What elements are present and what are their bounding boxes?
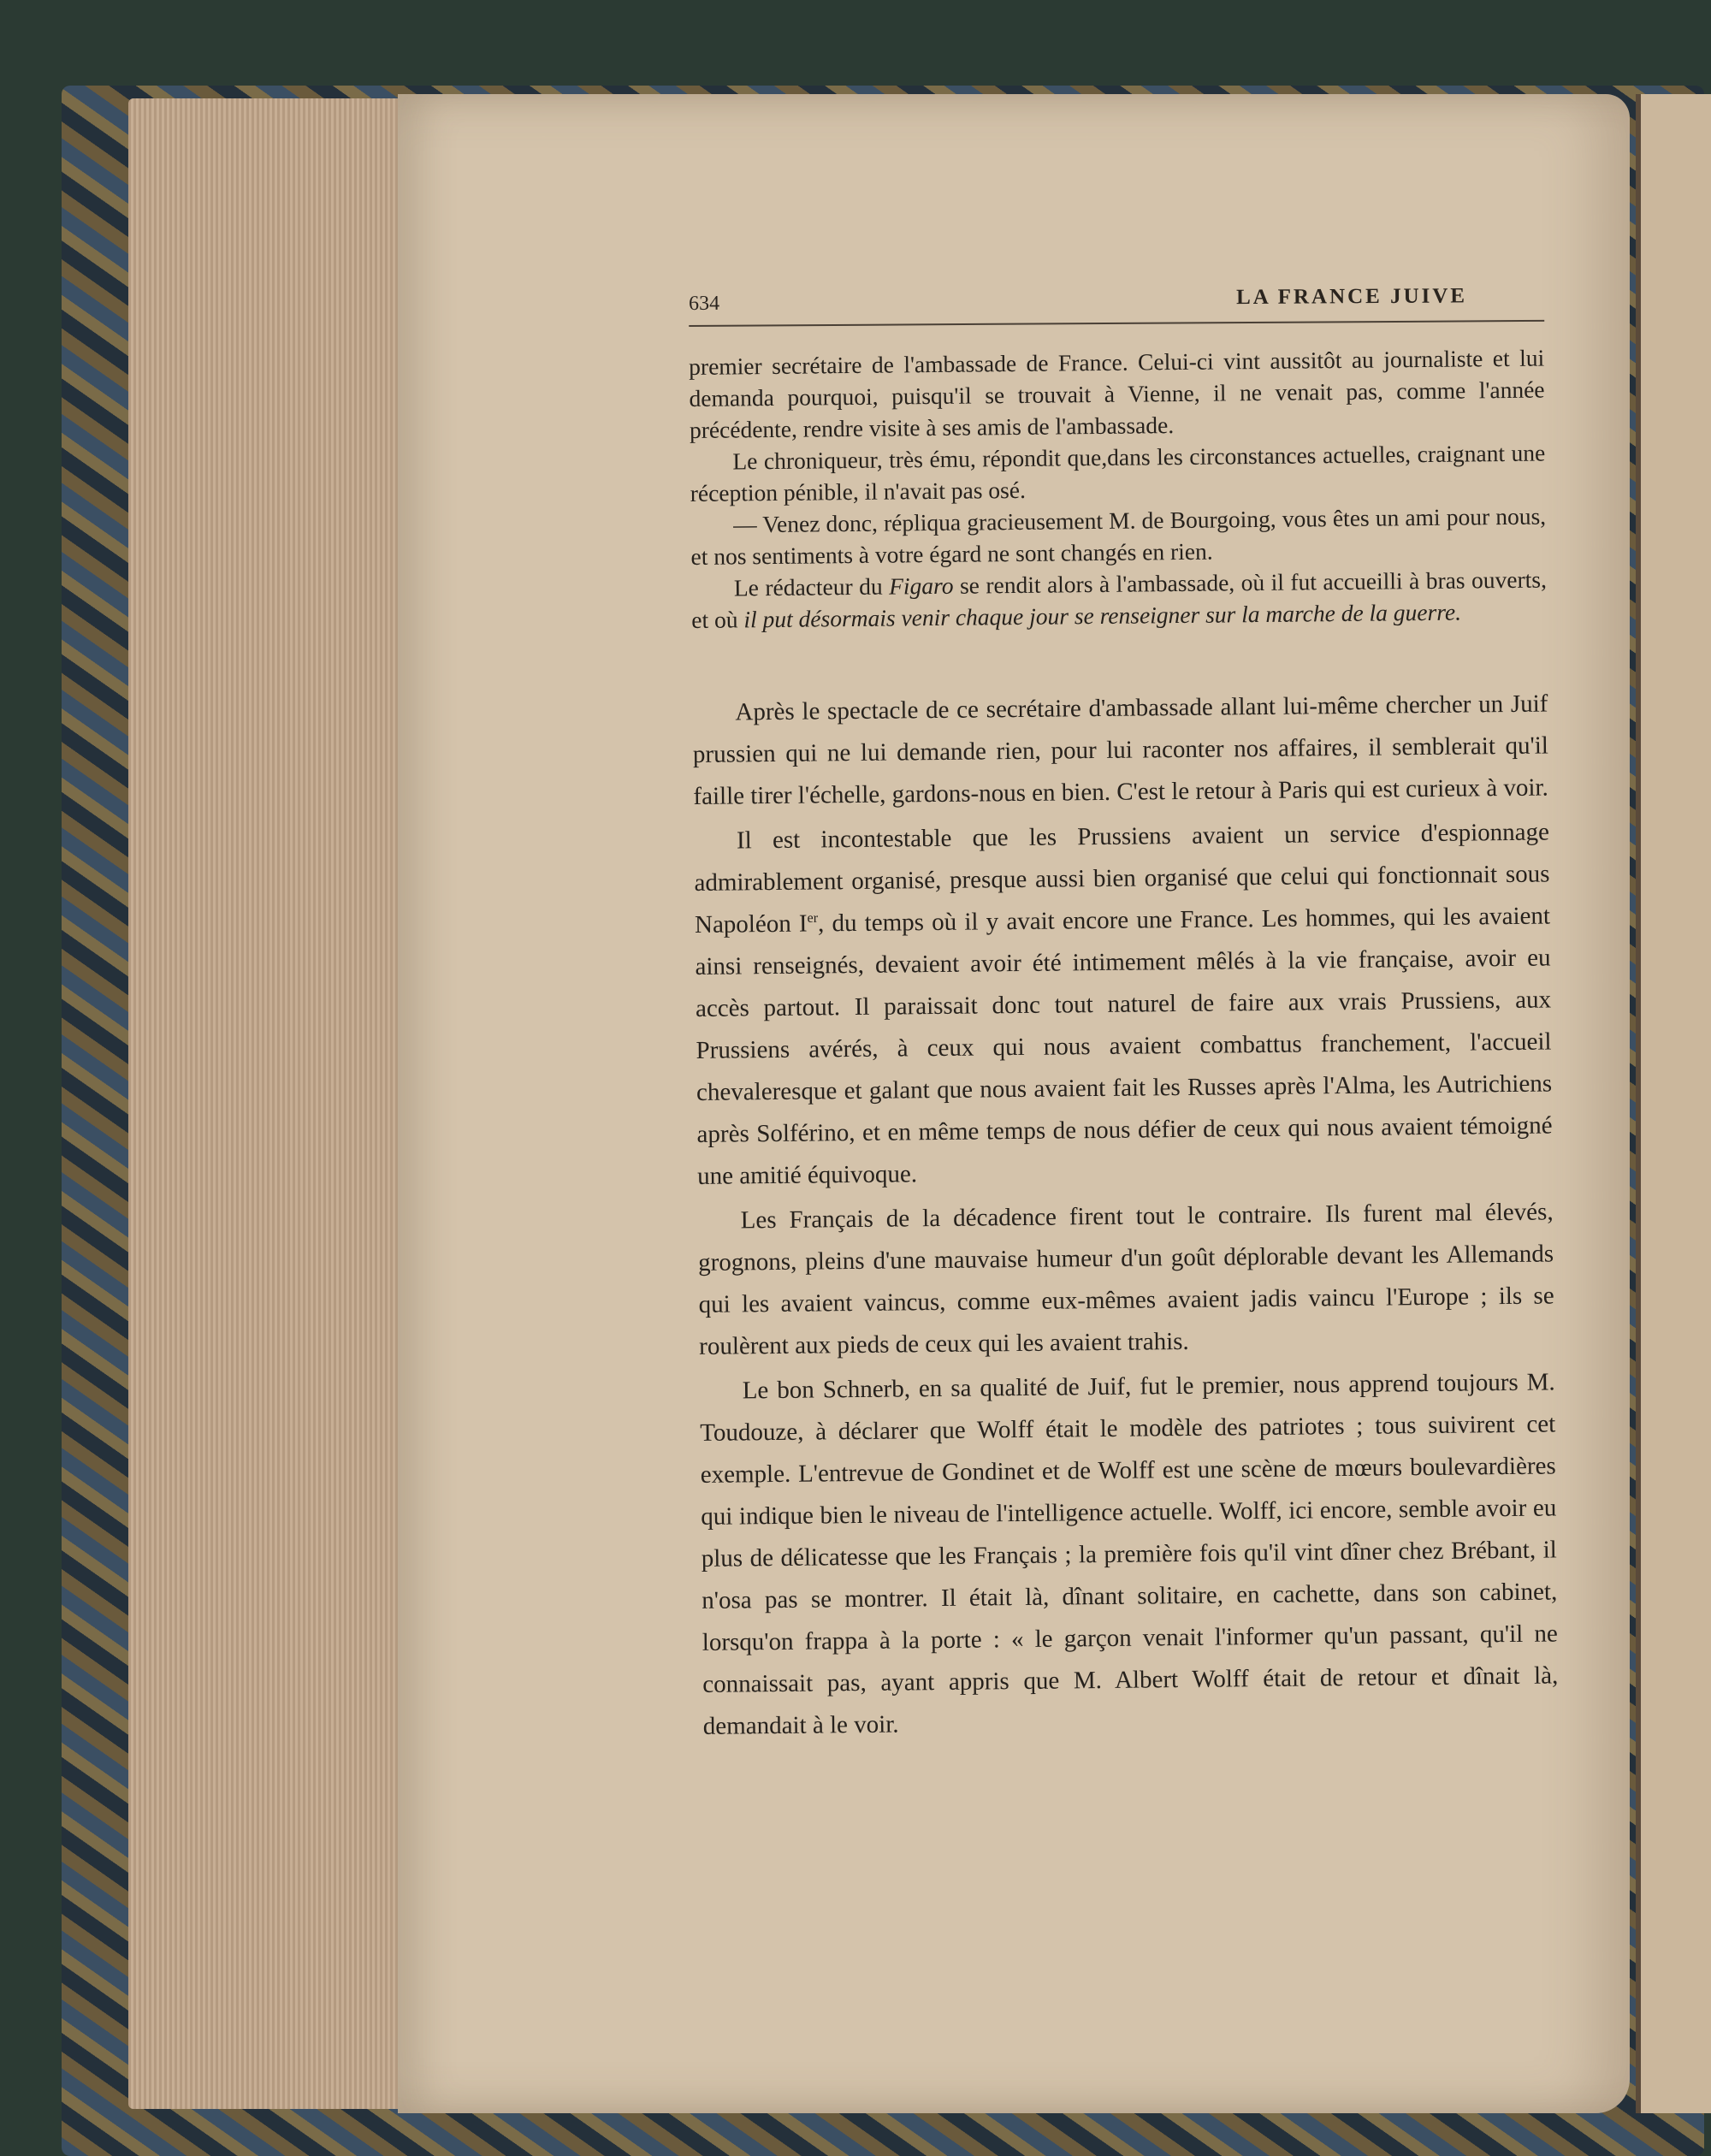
- body-paragraph: [694, 811, 1554, 1197]
- quote-paragraph: Le chroniqueur, très ému, répondit que,dans les circonstances actuelles, craignant une réception pénible, il n'avait pas osé.: [690, 439, 1546, 506]
- body-paragraph: Après le spectacle de ce secrétaire d'ambassade allant lui-même chercher un Juif prussien qui ne lui demande rien, pour lui raconter nos affaires, il semblerait qu'il faille tirer l'échelle, gardons-nous en bien. C'est le retour à Paris qui est curieux à voir.: [692, 690, 1549, 810]
- quoted-passage: [689, 342, 1547, 636]
- quote-paragraph: premier secrétaire de l'ambassade de France. Celui-ci vint aussitôt au journaliste et lui demanda pourquoi, puisqu'il se trouvait à Vienne, il ne venait pas, comme l'année précédente, rendre visite à ses amis de l'ambassade.: [689, 344, 1545, 443]
- superscript: er: [807, 910, 819, 926]
- page-stack-edge: [128, 98, 411, 2109]
- page-text: [689, 342, 1559, 1750]
- running-title: LA FRANCE JUIVE: [1235, 284, 1468, 310]
- page-number: 634: [689, 292, 720, 315]
- page-header: [689, 284, 1711, 315]
- quote-paragraph: [691, 564, 1548, 636]
- quote-text: se rendit alors à l'ambassade, où il fut accueilli à bras ouverts, et où: [691, 566, 1548, 633]
- newspaper-name: Figaro: [888, 572, 954, 600]
- facing-page-edge: [1636, 94, 1711, 2113]
- body-paragraph: Les Français de la décadence firent tout le contraire. Ils furent mal élevés, grognons, pleins d'une mauvaise humeur d'un goût déplorable devant les Allemands qui les avaient vaincus, comme eux-mêmes avaient jadis vaincu l'Europe ; ils se roulèrent aux pieds de ceux qui les avaient trahis.: [697, 1198, 1554, 1360]
- header-rule: [689, 320, 1544, 327]
- quote-text: Le rédacteur du: [733, 572, 890, 601]
- emphasized-text: il put désormais venir chaque jour se renseigner sur la marche de la guerre.: [743, 598, 1462, 633]
- quote-paragraph: — Venez donc, répliqua gracieusement M. de Bourgoing, vous êtes un ami pour nous, et nos sentiments à votre égard ne sont changés en rien.: [690, 502, 1547, 570]
- body-text: [692, 684, 1559, 1748]
- body-paragraph: Le bon Schnerb, en sa qualité de Juif, fut le premier, nous apprend toujours M. Toudouze, à déclarer que Wolff était le modèle des patriotes ; tous suivirent cet exemple. L'entrevue de Gondinet et de Wolff est une scène de mœurs boulevardières qui indique bien le niveau de l'intelligence actuelle. Wolff, ici encore, semble avoir eu plus de délicatesse que les Français ; la première fois qu'il vint dîner chez Brébant, il n'osa pas se montrer. Il était là, dînant solitaire, en cachette, dans son cabinet, lorsqu'on frappa à la porte : « le garçon venait l'informer qu'un passant, qu'il ne connaissait pas, ayant appris que M. Albert Wolff était de retour et dînait là, demandait à le voir.: [700, 1368, 1559, 1740]
- body-text-span: Il est incontestable que les Prussiens avaient un service d'espionnage admirablement organisé, presque aussi bien organisé que celui qui fonctionnait sous Napoléon I: [694, 818, 1550, 939]
- book-page: [398, 94, 1630, 2113]
- body-text-span: , du temps où il y avait encore une France. Les hommes, qui les avaient ainsi renseignés, devaient avoir été intimement mêlés à la vie française, avoir eu accès partout. Il paraissait donc tout naturel de faire aux vrais Prussiens, aux Prussiens avérés, à ceux qui nous avaient combattus franchement, l'accueil chevaleresque et galant que nous avaient fait les Russes après l'Alma, les Autrichiens après Solférino, et en même temps de nous défier de ceux qui nous avaient témoigné une amitié équivoque.: [695, 902, 1553, 1190]
